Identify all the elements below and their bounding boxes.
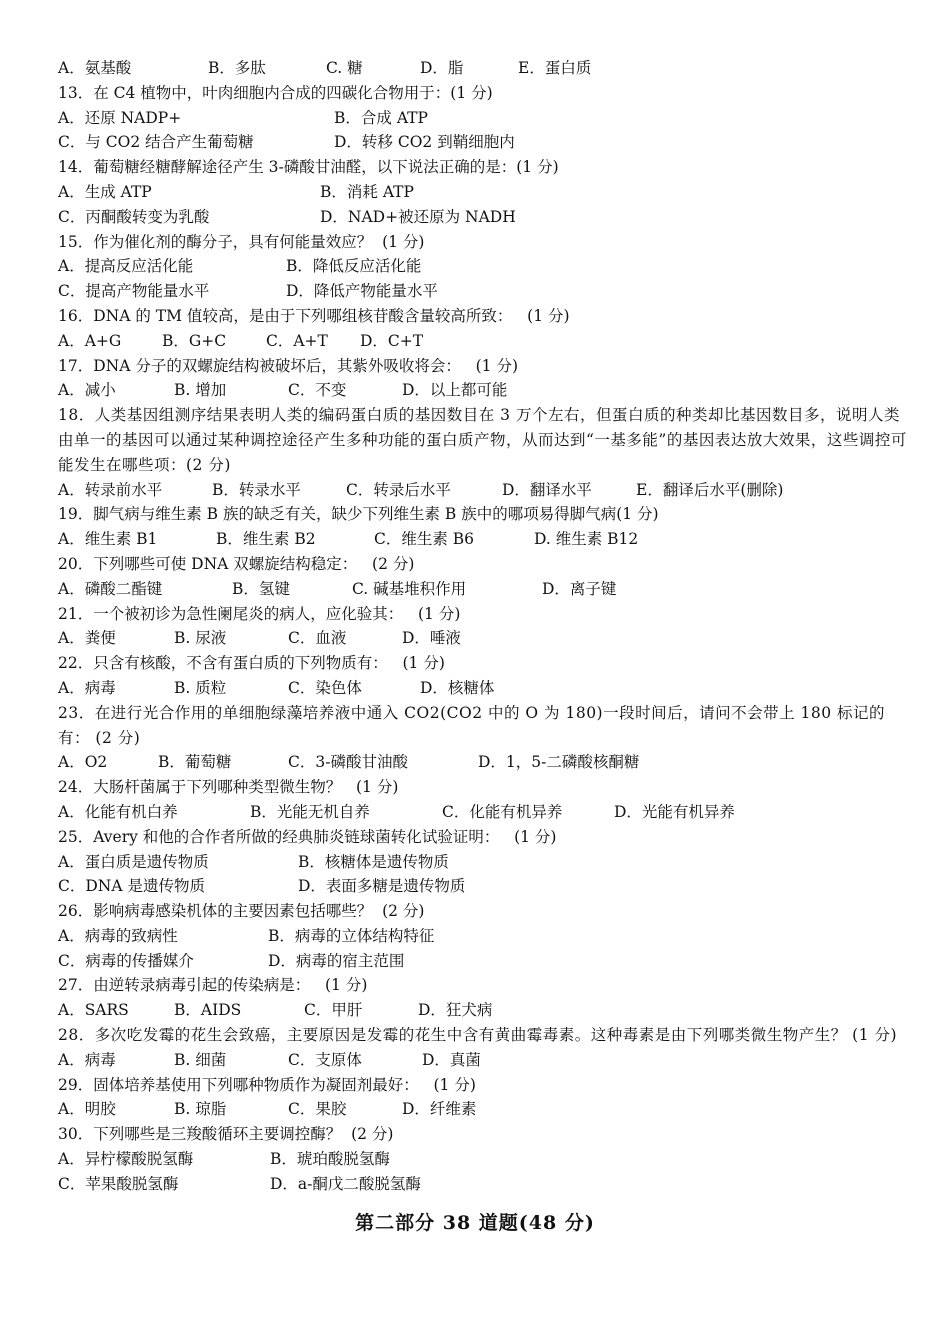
- answer-option: B．葡萄糖: [158, 753, 232, 772]
- answer-option: A．氨基酸: [58, 59, 132, 77]
- answer-option: D．真菌: [422, 1050, 481, 1069]
- answer-option: D．离子键: [542, 579, 617, 598]
- answer-option: B. 增加: [174, 381, 227, 400]
- answer-option: D．C+T: [360, 331, 424, 350]
- answer-option: D．核糖体: [420, 678, 495, 697]
- answer-option: C．与 CO2 结合产生葡萄糖: [58, 133, 254, 152]
- answer-option: A．磷酸二酯键: [58, 579, 163, 598]
- answer-option: D．转移 CO2 到鞘细胞内: [334, 133, 515, 152]
- answer-option: A．粪便: [58, 629, 116, 648]
- answer-option: C．DNA 是遗传物质: [58, 877, 205, 896]
- options-row: [58, 998, 910, 1023]
- answer-option: B．消耗 ATP: [320, 182, 414, 201]
- options-row: [58, 1172, 910, 1197]
- question-text: 20．下列哪些可使 DNA 双螺旋结构稳定： (2 分): [58, 554, 415, 573]
- answer-option: B. 质粒: [174, 678, 227, 697]
- question-text: 28．多次吃发霉的花生会致癌，主要原因是发霉的花生中含有黄曲霉毒素。这种毒素是由下列哪类微生物产生？ (1 分): [58, 1026, 898, 1045]
- answer-option: C. 碱基堆积作用: [352, 579, 467, 598]
- answer-option: E．翻译后水平(删除): [636, 480, 784, 499]
- options-row: [58, 205, 910, 230]
- options-row: [58, 750, 910, 775]
- options-row: [58, 924, 910, 949]
- answer-option: A．化能有机白养: [58, 802, 178, 821]
- answer-option: D．唾液: [402, 629, 461, 648]
- question-text: 17．DNA 分子的双螺旋结构被破坏后，其紫外吸收将会： (1 分): [58, 356, 518, 375]
- options-row: [58, 378, 910, 403]
- answer-option: A．A+G: [58, 331, 122, 350]
- answer-option: C．3-磷酸甘油酸: [288, 753, 408, 772]
- question-text: 13．在 C4 植物中，叶肉细胞内合成的四碳化合物用于：(1 分): [58, 83, 493, 102]
- answer-option: C．支原体: [288, 1050, 362, 1069]
- options-row: [58, 1147, 910, 1172]
- answer-option: A．蛋白质是遗传物质: [58, 852, 209, 871]
- question-text: 21．一个被初诊为急性阑尾炎的病人，应化验其： (1 分): [58, 604, 461, 623]
- options-row: [58, 1048, 910, 1073]
- question-text: 27．由逆转录病毒引起的传染病是： (1 分): [58, 976, 368, 995]
- answer-option: C．不变: [288, 381, 347, 400]
- answer-option: B．光能无机自养: [250, 802, 370, 821]
- answer-option: B. 琼脂: [174, 1100, 227, 1119]
- answer-option: A．转录前水平: [58, 480, 163, 499]
- options-row: [58, 800, 910, 825]
- answer-option: D．1，5-二磷酸核酮糖: [478, 753, 640, 772]
- options-row: [58, 850, 910, 875]
- options-row: [58, 180, 910, 205]
- section-footer-title: 第二部分 38 道题(48 分): [355, 1212, 595, 1234]
- answer-option: A．病毒的致病性: [58, 926, 178, 945]
- answer-option: D．降低产物能量水平: [286, 282, 438, 301]
- options-row: [58, 329, 910, 354]
- answer-option: C．果胶: [288, 1100, 347, 1119]
- options-row: [58, 56, 910, 81]
- answer-option: A．还原 NADP+: [58, 108, 182, 127]
- options-row: [58, 949, 910, 974]
- answer-option: B. 尿液: [174, 629, 227, 648]
- exam-document: [58, 56, 910, 1197]
- answer-option: B．转录水平: [212, 480, 301, 499]
- options-row: [58, 527, 910, 552]
- answer-option: B．AIDS: [174, 1001, 242, 1020]
- answer-option: A．明胶: [58, 1100, 116, 1119]
- options-row: [58, 874, 910, 899]
- answer-option: D．脂: [420, 59, 464, 77]
- answer-option: D．光能有机异养: [614, 802, 735, 821]
- answer-option: A．病毒: [58, 678, 116, 697]
- answer-option: D．a-酮戊二酸脱氢酶: [270, 1174, 421, 1193]
- answer-option: A．减小: [58, 381, 116, 400]
- answer-option: D．表面多糖是遗传物质: [298, 877, 466, 896]
- options-row: [58, 106, 910, 131]
- answer-option: D．翻译水平: [502, 480, 592, 499]
- answer-option: B．多肽: [208, 59, 266, 77]
- answer-option: C．提高产物能量水平: [58, 282, 210, 301]
- answer-option: C．化能有机异养: [442, 802, 563, 821]
- options-row: [58, 478, 910, 503]
- answer-option: B．氢键: [232, 579, 290, 598]
- answer-option: B．核糖体是遗传物质: [298, 852, 449, 871]
- answer-option: D．以上都可能: [402, 381, 508, 400]
- answer-option: D．纤维素: [402, 1100, 477, 1119]
- answer-option: D．病毒的宿主范围: [268, 951, 405, 970]
- answer-option: A．提高反应活化能: [58, 257, 194, 276]
- options-row: [58, 279, 910, 304]
- answer-option: B．琥珀酸脱氢酶: [270, 1150, 390, 1169]
- answer-option: B．G+C: [162, 331, 227, 350]
- question-text: 14．葡萄糖经糖酵解途径产生 3-磷酸甘油醛，以下说法正确的是：(1 分): [58, 158, 559, 177]
- options-row: [58, 1097, 910, 1122]
- options-row: [58, 676, 910, 701]
- question-text: 18．人类基因组测序结果表明人类的编码蛋白质的基因数目在 3 万个左右，但蛋白质的种类却比基因数目多，说明人类由单一的基因可以通过某种调控途径产生多种功能的蛋白质产物，从而达到“一基多能”的基因表达放大效果，这些调控可能发生在哪些项：(2 分): [58, 406, 907, 474]
- answer-option: C．A+T: [266, 331, 328, 350]
- answer-option: B．病毒的立体结构特征: [268, 926, 435, 945]
- answer-option: C．病毒的传播媒介: [58, 951, 194, 970]
- answer-option: A．异柠檬酸脱氢酶: [58, 1150, 194, 1169]
- answer-option: A．生成 ATP: [58, 182, 152, 201]
- answer-option: C．血液: [288, 629, 347, 648]
- answer-option: C．转录后水平: [346, 480, 451, 499]
- answer-option: B．降低反应活化能: [286, 257, 422, 276]
- options-row: [58, 626, 910, 651]
- question-text: 29．固体培养基使用下列哪种物质作为凝固剂最好： (1 分): [58, 1075, 476, 1094]
- question-text: 16．DNA 的 TM 值较高，是由于下列哪组核苷酸含量较高所致： (1 分): [58, 306, 570, 325]
- answer-option: A．O2: [58, 753, 108, 772]
- answer-option: C．染色体: [288, 678, 362, 697]
- question-text: 26．影响病毒感染机体的主要因素包括哪些？ (2 分): [58, 902, 425, 921]
- question-text: 30．下列哪些是三羧酸循环主要调控酶？ (2 分): [58, 1125, 394, 1144]
- answer-option: B．维生素 B2: [216, 530, 316, 549]
- answer-option: A．SARS: [58, 1001, 129, 1020]
- question-text: 24．大肠杆菌属于下列哪种类型微生物？ (1 分): [58, 778, 399, 797]
- answer-option: C．苹果酸脱氢酶: [58, 1174, 179, 1193]
- answer-option: D．狂犬病: [418, 1001, 493, 1020]
- answer-option: C．丙酮酸转变为乳酸: [58, 207, 210, 226]
- answer-option: B. 细菌: [174, 1050, 227, 1069]
- question-text: 22．只含有核酸，不含有蛋白质的下列物质有： (1 分): [58, 654, 445, 673]
- answer-option: C．维生素 B6: [374, 530, 475, 549]
- answer-option: C. 糖: [326, 59, 363, 77]
- answer-option: A．维生素 B1: [58, 530, 158, 549]
- options-row: [58, 130, 910, 155]
- options-row: [58, 254, 910, 279]
- options-row: [58, 577, 910, 602]
- answer-option: D．NAD+被还原为 NADH: [320, 207, 516, 226]
- answer-option: C．甲肝: [304, 1001, 363, 1020]
- answer-option: A．病毒: [58, 1050, 116, 1069]
- answer-option: B．合成 ATP: [334, 108, 428, 127]
- question-text: 19．脚气病与维生素 B 族的缺乏有关，缺少下列维生素 B 族中的哪项易得脚气病(1 分): [58, 505, 659, 524]
- question-text: 23．在进行光合作用的单细胞绿藻培养液中通入 CO2(CO2 中的 O 为 180)一段时间后，请问不会带上 180 标记的有： (2 分): [58, 703, 886, 747]
- answer-option: E．蛋白质: [518, 59, 592, 77]
- question-text: 15．作为催化剂的酶分子，具有何能量效应？ (1 分): [58, 232, 425, 251]
- answer-option: D. 维生素 B12: [534, 530, 639, 549]
- question-text: 25．Avery 和他的合作者所做的经典肺炎链球菌转化试验证明： (1 分): [58, 827, 557, 846]
